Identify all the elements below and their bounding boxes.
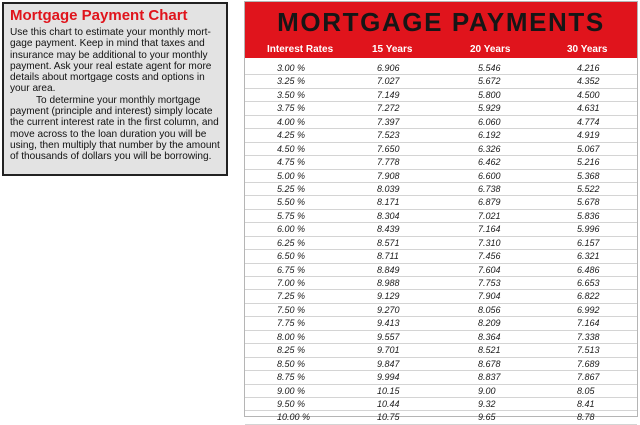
cell-interest-rate: 9.50 %	[277, 398, 306, 409]
cell-interest-rate: 3.75 %	[277, 103, 306, 114]
cell-15-years: 8.439	[377, 224, 400, 235]
cell-15-years: 7.523	[377, 130, 400, 141]
cell-20-years: 9.32	[478, 398, 496, 409]
table-row	[245, 196, 637, 209]
cell-15-years: 8.849	[377, 264, 400, 275]
table-row	[245, 156, 637, 169]
table-row	[245, 398, 637, 411]
cell-15-years: 9.270	[377, 304, 400, 315]
cell-interest-rate: 6.25 %	[277, 237, 306, 248]
cell-20-years: 5.546	[478, 63, 501, 73]
cell-interest-rate: 7.50 %	[277, 304, 306, 315]
cell-20-years: 7.456	[478, 251, 501, 262]
cell-20-years: 7.164	[478, 224, 501, 235]
cell-interest-rate: 5.00 %	[277, 170, 306, 181]
cell-interest-rate: 8.00 %	[277, 331, 306, 342]
cell-interest-rate: 5.75 %	[277, 210, 306, 221]
cell-30-years: 5.368	[577, 170, 600, 181]
cell-20-years: 7.753	[478, 278, 501, 288]
cell-15-years: 10.15	[377, 385, 400, 396]
column-headers	[245, 43, 637, 57]
table-title: MORTGAGE PAYMENTS	[277, 7, 605, 37]
cell-20-years: 5.800	[478, 89, 501, 100]
table-row	[245, 371, 637, 384]
table-row	[245, 317, 637, 330]
cell-30-years: 6.321	[577, 251, 600, 262]
cell-20-years: 8.056	[478, 304, 501, 315]
cell-interest-rate: 8.25 %	[277, 345, 306, 356]
column-header-interest-rates: Interest Rates	[267, 44, 334, 55]
cell-30-years: 7.689	[577, 358, 600, 369]
table-row	[245, 129, 637, 142]
cell-interest-rate: 7.25 %	[277, 291, 306, 302]
table-row	[245, 358, 637, 371]
cell-interest-rate: 5.50 %	[277, 197, 306, 208]
table-row	[245, 210, 637, 223]
cell-interest-rate: 9.00 %	[277, 385, 306, 396]
cell-15-years: 9.994	[377, 372, 400, 383]
cell-20-years: 9.65	[478, 412, 496, 423]
cell-15-years: 8.988	[377, 278, 400, 288]
table-row	[245, 250, 637, 263]
table-row	[245, 89, 637, 102]
cell-20-years: 6.192	[478, 130, 501, 141]
table-row	[245, 264, 637, 277]
cell-interest-rate: 8.75 %	[277, 372, 306, 383]
info-box	[2, 2, 228, 176]
cell-20-years: 6.060	[478, 116, 501, 127]
cell-30-years: 5.522	[577, 183, 600, 194]
table-row	[245, 223, 637, 236]
cell-15-years: 9.129	[377, 291, 400, 302]
cell-15-years: 10.75	[377, 412, 400, 423]
table-row	[245, 62, 637, 75]
cell-30-years: 5.836	[577, 210, 600, 221]
table-row	[245, 75, 637, 88]
cell-30-years: 7.513	[577, 345, 600, 356]
cell-30-years: 8.41	[577, 398, 595, 409]
info-paragraph-instructions: To determine your monthly mortgage payment (principle and interest) simply locate the current interest rate in the first column, and move across to the loan duration you will be using, then multiply that number by the amount of thousands of dollars you will be borrowing.	[10, 94, 220, 163]
cell-20-years: 6.879	[478, 197, 501, 208]
cell-20-years: 9.00	[478, 385, 496, 396]
cell-interest-rate: 3.00 %	[277, 63, 306, 73]
table-row	[245, 183, 637, 196]
cell-interest-rate: 6.50 %	[277, 251, 306, 262]
cell-30-years: 6.157	[577, 237, 600, 248]
column-header-20-years: 20 Years	[470, 44, 511, 55]
cell-15-years: 7.272	[377, 103, 400, 114]
cell-20-years: 6.326	[478, 143, 501, 154]
cell-20-years: 6.462	[478, 157, 501, 168]
cell-20-years: 6.738	[478, 183, 501, 194]
cell-30-years: 4.500	[577, 89, 600, 100]
cell-15-years: 8.039	[377, 183, 400, 194]
info-title: Mortgage Payment Chart	[10, 7, 188, 24]
cell-20-years: 8.837	[478, 372, 501, 383]
mortgage-table	[244, 1, 638, 423]
cell-30-years: 7.338	[577, 331, 600, 342]
cell-20-years: 7.310	[478, 237, 501, 248]
column-header-30-years: 30 Years	[567, 44, 608, 55]
cell-15-years: 8.304	[377, 210, 400, 221]
cell-15-years: 7.908	[377, 170, 400, 181]
cell-15-years: 9.847	[377, 358, 400, 369]
cell-interest-rate: 7.75 %	[277, 318, 306, 329]
cell-interest-rate: 3.25 %	[277, 76, 306, 87]
cell-15-years: 7.778	[377, 157, 400, 168]
table-row	[245, 277, 637, 290]
cell-interest-rate: 10.00 %	[277, 412, 311, 423]
table-row	[245, 385, 637, 398]
table-header	[245, 2, 637, 58]
cell-30-years: 6.653	[577, 278, 600, 288]
cell-interest-rate: 4.00 %	[277, 116, 306, 127]
table-row	[245, 411, 637, 424]
cell-interest-rate: 7.00 %	[277, 278, 306, 288]
cell-30-years: 4.216	[577, 63, 600, 73]
table-body	[245, 62, 637, 425]
cell-interest-rate: 5.25 %	[277, 183, 306, 194]
cell-20-years: 6.600	[478, 170, 501, 181]
cell-interest-rate: 8.50 %	[277, 358, 306, 369]
cell-30-years: 6.822	[577, 291, 600, 302]
cell-30-years: 4.631	[577, 103, 600, 114]
cell-20-years: 8.521	[478, 345, 501, 356]
cell-interest-rate: 4.75 %	[277, 157, 306, 168]
table-row	[245, 304, 637, 317]
cell-15-years: 9.557	[377, 331, 400, 342]
cell-15-years: 6.906	[377, 63, 400, 73]
cell-20-years: 8.678	[478, 358, 501, 369]
cell-interest-rate: 4.25 %	[277, 130, 306, 141]
cell-30-years: 7.867	[577, 372, 600, 383]
cell-20-years: 5.672	[478, 76, 501, 87]
cell-30-years: 8.78	[577, 412, 595, 423]
cell-20-years: 8.209	[478, 318, 501, 329]
cell-15-years: 10.44	[377, 398, 400, 409]
cell-30-years: 4.919	[577, 130, 600, 141]
table-row	[245, 143, 637, 156]
table-row	[245, 344, 637, 357]
cell-15-years: 7.149	[377, 89, 400, 100]
column-header-15-years: 15 Years	[372, 44, 413, 55]
cell-15-years: 9.701	[377, 345, 400, 356]
cell-20-years: 5.929	[478, 103, 501, 114]
cell-20-years: 7.904	[478, 291, 501, 302]
table-row	[245, 331, 637, 344]
table-row	[245, 237, 637, 250]
cell-15-years: 7.027	[377, 76, 400, 87]
table-row	[245, 170, 637, 183]
info-paragraph-intro: Use this chart to estimate your monthly mort-gage payment. Keep in mind that taxes and insurance may be additional to your monthly payment. Ask your real estate agent for more details about mortgage costs and options in your area.	[10, 27, 212, 95]
table-row	[245, 290, 637, 303]
cell-30-years: 4.352	[577, 76, 600, 87]
cell-30-years: 6.486	[577, 264, 600, 275]
cell-15-years: 9.413	[377, 318, 400, 329]
cell-15-years: 8.571	[377, 237, 400, 248]
cell-20-years: 7.021	[478, 210, 501, 221]
cell-30-years: 6.992	[577, 304, 600, 315]
table-row	[245, 116, 637, 129]
cell-15-years: 8.711	[377, 251, 399, 262]
cell-interest-rate: 4.50 %	[277, 143, 306, 154]
cell-15-years: 7.650	[377, 143, 400, 154]
cell-30-years: 5.067	[577, 143, 600, 154]
cell-15-years: 8.171	[377, 197, 400, 208]
cell-interest-rate: 6.00 %	[277, 224, 306, 235]
cell-30-years: 7.164	[577, 318, 600, 329]
cell-30-years: 4.774	[577, 116, 600, 127]
cell-20-years: 8.364	[478, 331, 501, 342]
cell-15-years: 7.397	[377, 116, 400, 127]
cell-interest-rate: 3.50 %	[277, 89, 306, 100]
cell-interest-rate: 6.75 %	[277, 264, 306, 275]
cell-30-years: 5.678	[577, 197, 600, 208]
table-row	[245, 102, 637, 115]
cell-30-years: 5.216	[577, 157, 600, 168]
cell-30-years: 8.05	[577, 385, 595, 396]
cell-20-years: 7.604	[478, 264, 501, 275]
cell-30-years: 5.996	[577, 224, 600, 235]
